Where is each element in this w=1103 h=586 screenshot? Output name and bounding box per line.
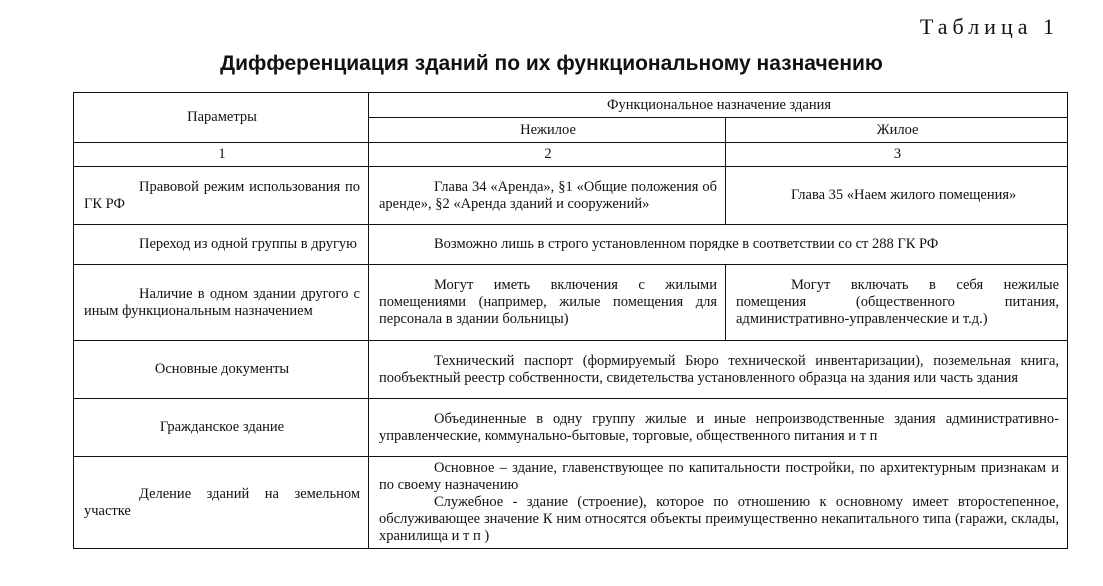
cell-mixed-res: Могут включать в себя нежилые помещения (общественного питания, административно-управленческие и т.д.) (726, 265, 1068, 341)
param-transfer: Переход из одной группы в другую (74, 225, 369, 265)
cell-documents: Технический паспорт (формируемый Бюро технической инвентаризации), поземельная книга, пообъектный реестр собственности, свидетельства установленного образца на здания или часть здания (369, 341, 1068, 399)
column-number-2: 2 (369, 143, 726, 167)
cell-mixed-nonres: Могут иметь включения с жилыми помещениями (например, жилые помещения для персонала в здании больницы) (369, 265, 726, 341)
division-main-text: Основное – здание, главенствующее по капитальности постройки, по архитектурным признакам и по своему назначению (379, 460, 1060, 493)
cell-legal-res: Глава 35 «Наем жилого помещения» (726, 167, 1068, 225)
table-row-documents (74, 341, 1068, 399)
param-documents: Основные документы (74, 341, 369, 399)
table-row-division (74, 457, 1068, 549)
table-row-mixed (74, 265, 1068, 341)
param-civil: Гражданское здание (74, 399, 369, 457)
table-row-transfer (74, 225, 1068, 265)
param-legal: Правовой режим использования по ГК РФ (74, 167, 369, 225)
cell-legal-nonres: Глава 34 «Аренда», §1 «Общие положения об аренде», §2 «Аренда зданий и сооружений» (369, 167, 726, 225)
cell-transfer: Возможно лишь в строго установленном порядке в соответствии со ст 288 ГК РФ (369, 225, 1068, 265)
header-params: Параметры (74, 93, 369, 143)
table-number-label: Таблица 1 (919, 14, 1059, 39)
column-number-3: 3 (726, 143, 1068, 167)
division-aux-text: Служебное - здание (строение), которое по отношению к основному имеет второстепенное, обслуживающее значение К ним относятся объекты преимущественно некапитального типа (гаражи, склады, хранилища и т п ) (379, 494, 1060, 544)
cell-division (369, 457, 1068, 549)
function-table (73, 92, 1068, 549)
header-nonresidential: Нежилое (369, 118, 726, 143)
column-number-row (74, 143, 1068, 167)
table-row-legal (74, 167, 1068, 225)
header-function-group: Функциональное назначение здания (369, 93, 1068, 118)
param-mixed: Наличие в одном здании другого с иным функциональным назначением (74, 265, 369, 341)
column-number-1: 1 (74, 143, 369, 167)
header-residential: Жилое (726, 118, 1068, 143)
param-division: Деление зданий на земельном участке (74, 457, 369, 549)
cell-civil: Объединенные в одну группу жилые и иные непроизводственные здания административно-управленческие, коммунально-бытовые, торговые, общественного питания и т п (369, 399, 1068, 457)
header-row (74, 93, 1068, 118)
table-row-civil (74, 399, 1068, 457)
document-title: Дифференциация зданий по их функциональному назначению (220, 52, 883, 75)
